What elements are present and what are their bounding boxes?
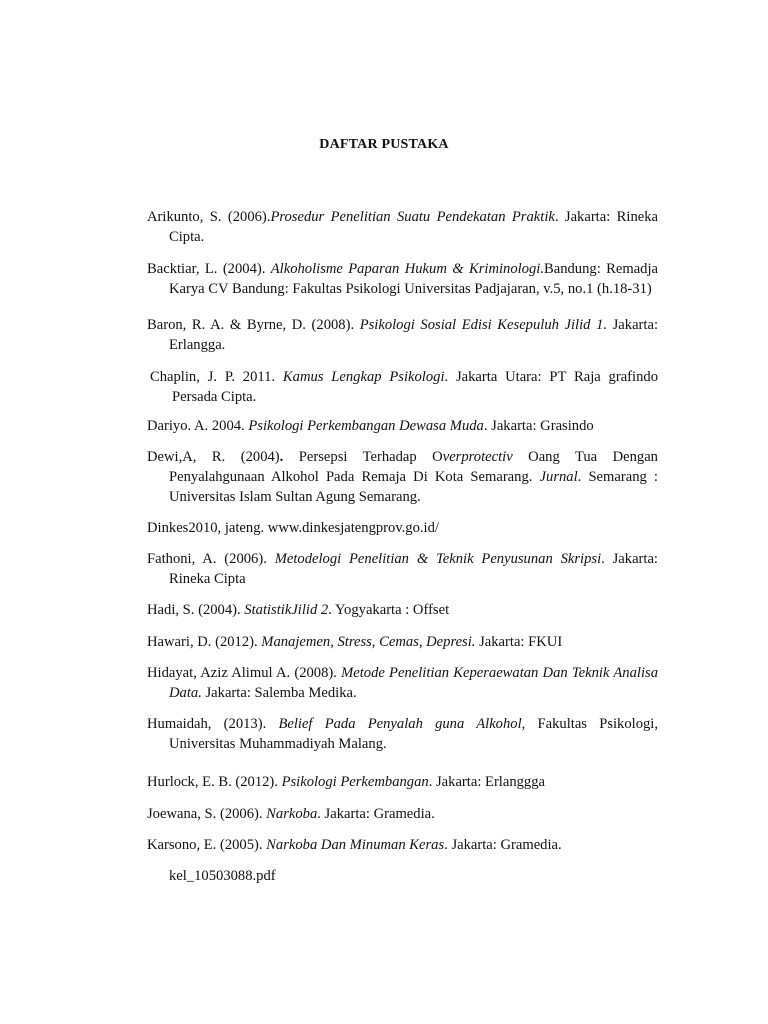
reference-entry: Dewi,A, R. (2004). Persepsi Terhadap Overprotectiv Oang Tua Dengan Penyalahgunaan Alkohol Pada Remaja Di Kota Semarang. Jurnal. Semarang : Universitas Islam Sultan Agung Semarang. [147,449,658,505]
file-name-label: kel_10503088.pdf [169,868,276,884]
reference-entry: Hidayat, Aziz Alimul A. (2008). Metode Penelitian Keperaewatan Dan Teknik Analisa Data. Jakarta: Salemba Medika. [147,665,658,701]
reference-entry: Baron, R. A. & Byrne, D. (2008). Psikologi Sosial Edisi Kesepuluh Jilid 1. Jakarta: Erlangga. [147,317,658,353]
reference-entry: Joewana, S. (2006). Narkoba. Jakarta: Gramedia. [147,806,435,822]
reference-entry: Backtiar, L. (2004). Alkoholisme Paparan Hukum & Kriminologi.Bandung: Remadja Karya CV Bandung: Fakultas Psikologi Universitas Padjajaran, v.5, no.1 (h.18-31) [147,261,658,297]
reference-entry: Karsono, E. (2005). Narkoba Dan Minuman Keras. Jakarta: Gramedia. [147,837,562,853]
page-title: DAFTAR PUSTAKA [319,137,449,152]
reference-entry: Arikunto, S. (2006).Prosedur Penelitian Suatu Pendekatan Praktik. Jakarta: Rineka Cipta. [147,209,658,245]
reference-entry: Fathoni, A. (2006). Metodelogi Penelitian & Teknik Penyusunan Skripsi. Jakarta: Rineka Cipta [147,551,658,587]
reference-entry: Humaidah, (2013). Belief Pada Penyalah guna Alkohol, Fakultas Psikologi, Universitas Muhammadiyah Malang. [147,716,658,752]
reference-entry: Chaplin, J. P. 2011. Kamus Lengkap Psikologi. Jakarta Utara: PT Raja grafindo Persada Cipta. [150,369,658,405]
reference-entry: Dinkes2010, jateng. www.dinkesjatengprov.go.id/ [147,520,439,536]
reference-entry: Dariyo. A. 2004. Psikologi Perkembangan Dewasa Muda. Jakarta: Grasindo [147,418,594,434]
reference-entry: Hurlock, E. B. (2012). Psikologi Perkembangan. Jakarta: Erlanggga [147,774,545,790]
reference-entry: Hawari, D. (2012). Manajemen, Stress, Cemas, Depresi. Jakarta: FKUI [147,634,563,650]
reference-entry: Hadi, S. (2004). StatistikJilid 2. Yogyakarta : Offset [147,602,450,618]
